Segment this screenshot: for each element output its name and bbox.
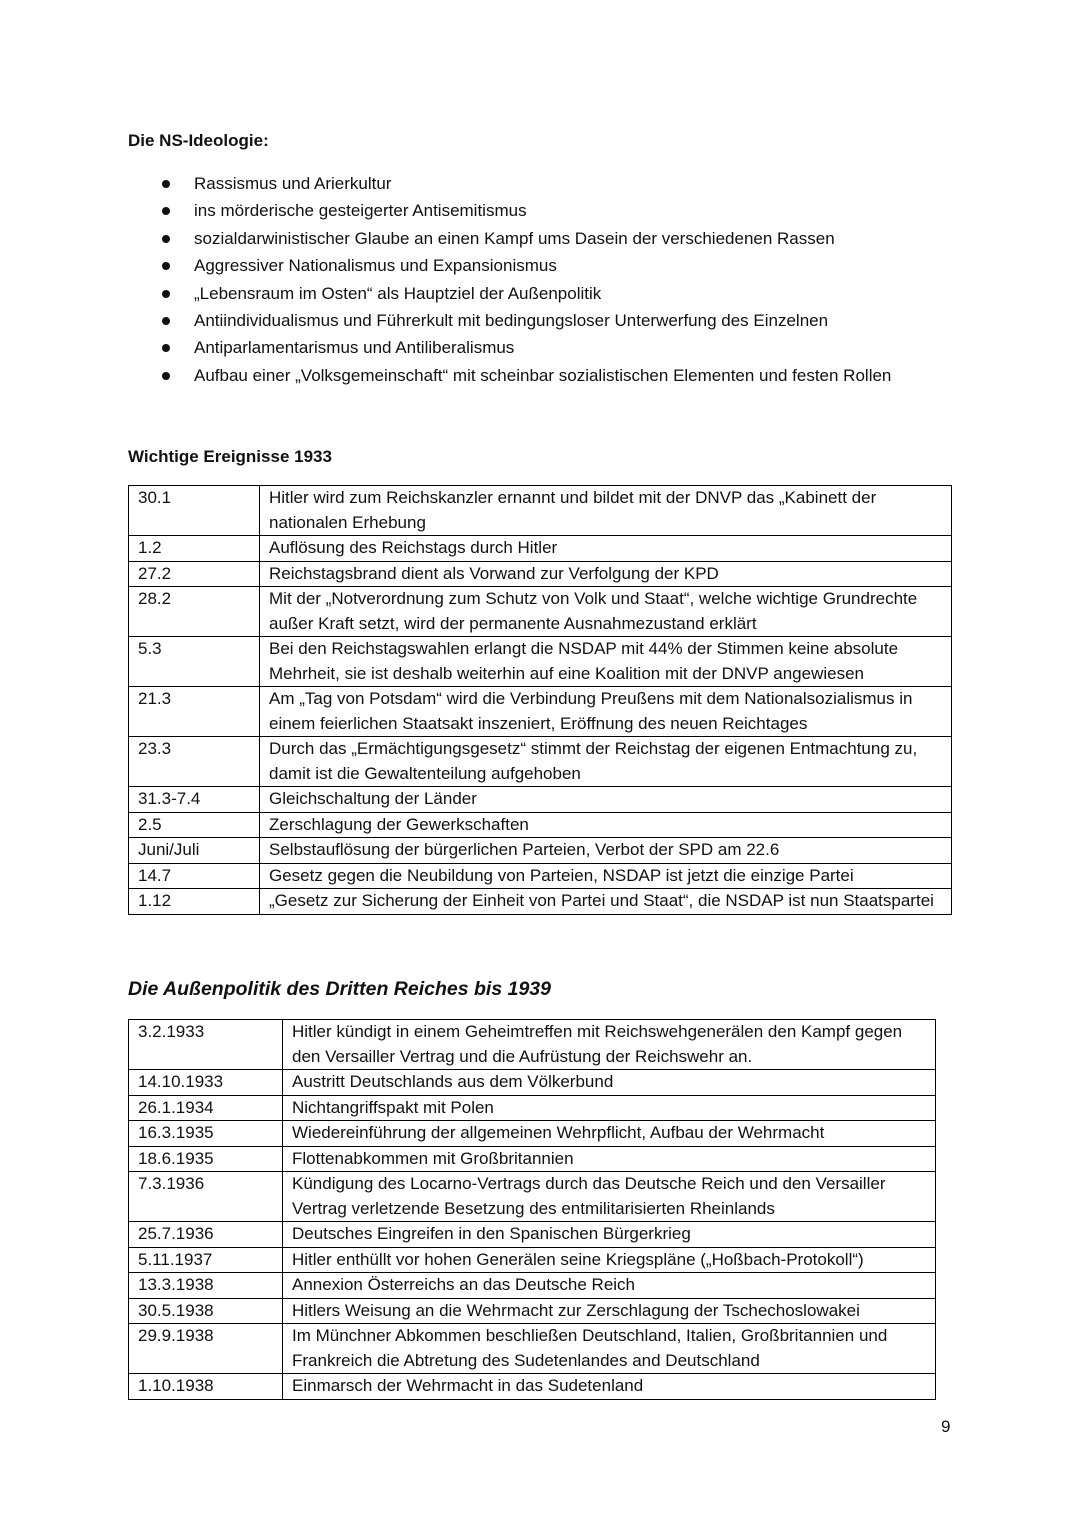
bullet-icon [162, 235, 170, 243]
list-item [128, 307, 988, 334]
event-cell: Hitler enthüllt vor hohen Generälen seine Kriegspläne („Hoßbach-Protokoll“) [283, 1247, 936, 1273]
event-cell: Reichstagsbrand dient als Vorwand zur Verfolgung der KPD [260, 561, 952, 587]
date-cell: 29.9.1938 [129, 1324, 283, 1374]
table-row [129, 1095, 936, 1121]
list-item [128, 280, 988, 307]
date-cell: 26.1.1934 [129, 1095, 283, 1121]
date-cell: 13.3.1938 [129, 1273, 283, 1299]
table-row [129, 536, 952, 562]
page-number: 9 [941, 1417, 951, 1436]
bullet-icon [162, 344, 170, 352]
list-item [128, 197, 988, 224]
foreign-policy-table [128, 1019, 936, 1400]
foreign-policy-heading: Die Außenpolitik des Dritten Reiches bis 1939 [128, 978, 551, 1000]
event-cell: „Gesetz zur Sicherung der Einheit von Partei und Staat“, die NSDAP ist nun Staatspartei [260, 889, 952, 915]
event-cell: Am „Tag von Potsdam“ wird die Verbindung Preußens mit dem Nationalsozialismus in einem feierlichen Staatsakt inszeniert, Eröffnung des neuen Reichtages [260, 687, 952, 737]
date-cell: 30.1 [129, 486, 260, 536]
table-row [129, 687, 952, 737]
date-cell: 1.2 [129, 536, 260, 562]
event-cell: Gleichschaltung der Länder [260, 787, 952, 813]
list-item-text: Aggressiver Nationalismus und Expansionismus [194, 256, 557, 276]
table-row [129, 1273, 936, 1299]
event-cell: Annexion Österreichs an das Deutsche Reich [283, 1273, 936, 1299]
date-cell: 1.10.1938 [129, 1374, 283, 1400]
events-1933-heading: Wichtige Ereignisse 1933 [128, 447, 332, 466]
table-row [129, 1324, 936, 1374]
date-cell: 2.5 [129, 812, 260, 838]
ideology-bullet-list [128, 170, 988, 389]
event-cell: Kündigung des Locarno-Vertrags durch das Deutsche Reich und den Versailler Vertrag verletzende Besetzung des entmilitarisierten Rheinlands [283, 1172, 936, 1222]
event-cell: Hitler wird zum Reichskanzler ernannt und bildet mit der DNVP das „Kabinett der nationalen Erhebung [260, 486, 952, 536]
table-row [129, 787, 952, 813]
date-cell: 31.3-7.4 [129, 787, 260, 813]
bullet-icon [162, 290, 170, 298]
event-cell: Flottenabkommen mit Großbritannien [283, 1146, 936, 1172]
table-row [129, 1222, 936, 1248]
date-cell: 14.10.1933 [129, 1070, 283, 1096]
table-row [129, 1146, 936, 1172]
date-cell: Juni/Juli [129, 838, 260, 864]
event-cell: Deutsches Eingreifen in den Spanischen Bürgerkrieg [283, 1222, 936, 1248]
event-cell: Wiedereinführung der allgemeinen Wehrpflicht, Aufbau der Wehrmacht [283, 1121, 936, 1147]
table-row [129, 637, 952, 687]
date-cell: 1.12 [129, 889, 260, 915]
table-row [129, 1020, 936, 1070]
date-cell: 28.2 [129, 587, 260, 637]
bullet-icon [162, 207, 170, 215]
list-item [128, 170, 988, 197]
event-cell: Hitler kündigt in einem Geheimtreffen mit Reichswehgenerälen den Kampf gegen den Versailler Vertrag und die Aufrüstung der Reichswehr an. [283, 1020, 936, 1070]
date-cell: 14.7 [129, 863, 260, 889]
table-row [129, 561, 952, 587]
date-cell: 5.3 [129, 637, 260, 687]
event-cell: Im Münchner Abkommen beschließen Deutschland, Italien, Großbritannien und Frankreich die Abtretung des Sudetenlandes and Deutschland [283, 1324, 936, 1374]
event-cell: Hitlers Weisung an die Wehrmacht zur Zerschlagung der Tschechoslowakei [283, 1298, 936, 1324]
date-cell: 21.3 [129, 687, 260, 737]
date-cell: 23.3 [129, 737, 260, 787]
list-item-text: Rassismus und Arierkultur [194, 174, 392, 193]
event-cell: Bei den Reichstagswahlen erlangt die NSDAP mit 44% der Stimmen keine absolute Mehrheit, sie ist deshalb weiterhin auf eine Koalition mit der DNVP angewiesen [260, 637, 952, 687]
table-row [129, 838, 952, 864]
date-cell: 27.2 [129, 561, 260, 587]
list-item [128, 362, 988, 389]
bullet-icon [162, 262, 170, 270]
table-row [129, 1121, 936, 1147]
list-item-text: „Lebensraum im Osten“ als Hauptziel der Außenpolitik [194, 283, 602, 303]
ideology-heading: Die NS-Ideologie: [128, 131, 269, 150]
table-row [129, 486, 952, 536]
table-row [129, 812, 952, 838]
table-row [129, 889, 952, 915]
event-cell: Durch das „Ermächtigungsgesetz“ stimmt der Reichstag der eigenen Entmachtung zu, damit ist die Gewaltenteilung aufgehoben [260, 737, 952, 787]
table-row [129, 737, 952, 787]
bullet-icon [162, 180, 170, 188]
list-item [128, 252, 988, 279]
date-cell: 30.5.1938 [129, 1298, 283, 1324]
date-cell: 16.3.1935 [129, 1121, 283, 1147]
list-item-text: Antiparlamentarismus und Antiliberalismus [194, 338, 515, 358]
bullet-icon [162, 372, 170, 380]
date-cell: 18.6.1935 [129, 1146, 283, 1172]
list-item-text: Antiindividualismus und Führerkult mit bedingungsloser Unterwerfung des Einzelnen [194, 310, 829, 330]
table-row [129, 1374, 936, 1400]
event-cell: Mit der „Notverordnung zum Schutz von Volk und Staat“, welche wichtige Grundrechte außer Kraft setzt, wird der permanente Ausnahmezustand erklärt [260, 587, 952, 637]
table-row [129, 587, 952, 637]
list-item-text: sozialdarwinistischer Glaube an einen Kampf ums Dasein der verschiedenen Rassen [194, 228, 835, 248]
bullet-icon [162, 317, 170, 325]
event-cell: Zerschlagung der Gewerkschaften [260, 812, 952, 838]
list-item-text: ins mörderische gesteigerter Antisemitismus [194, 201, 527, 221]
date-cell: 25.7.1936 [129, 1222, 283, 1248]
list-item-text: Aufbau einer „Volksgemeinschaft“ mit scheinbar sozialistischen Elementen und festen Rollen [194, 365, 892, 385]
table-row [129, 1298, 936, 1324]
event-cell: Selbstauflösung der bürgerlichen Parteien, Verbot der SPD am 22.6 [260, 838, 952, 864]
event-cell: Austritt Deutschlands aus dem Völkerbund [283, 1070, 936, 1096]
date-cell: 5.11.1937 [129, 1247, 283, 1273]
table-row [129, 1070, 936, 1096]
table-row [129, 1247, 936, 1273]
date-cell: 7.3.1936 [129, 1172, 283, 1222]
date-cell: 3.2.1933 [129, 1020, 283, 1070]
table-row [129, 1172, 936, 1222]
event-cell: Einmarsch der Wehrmacht in das Sudetenland [283, 1374, 936, 1400]
events-1933-table [128, 485, 952, 915]
event-cell: Gesetz gegen die Neubildung von Parteien, NSDAP ist jetzt die einzige Partei [260, 863, 952, 889]
list-item [128, 225, 988, 252]
event-cell: Nichtangriffspakt mit Polen [283, 1095, 936, 1121]
event-cell: Auflösung des Reichstags durch Hitler [260, 536, 952, 562]
table-row [129, 863, 952, 889]
list-item [128, 334, 988, 361]
